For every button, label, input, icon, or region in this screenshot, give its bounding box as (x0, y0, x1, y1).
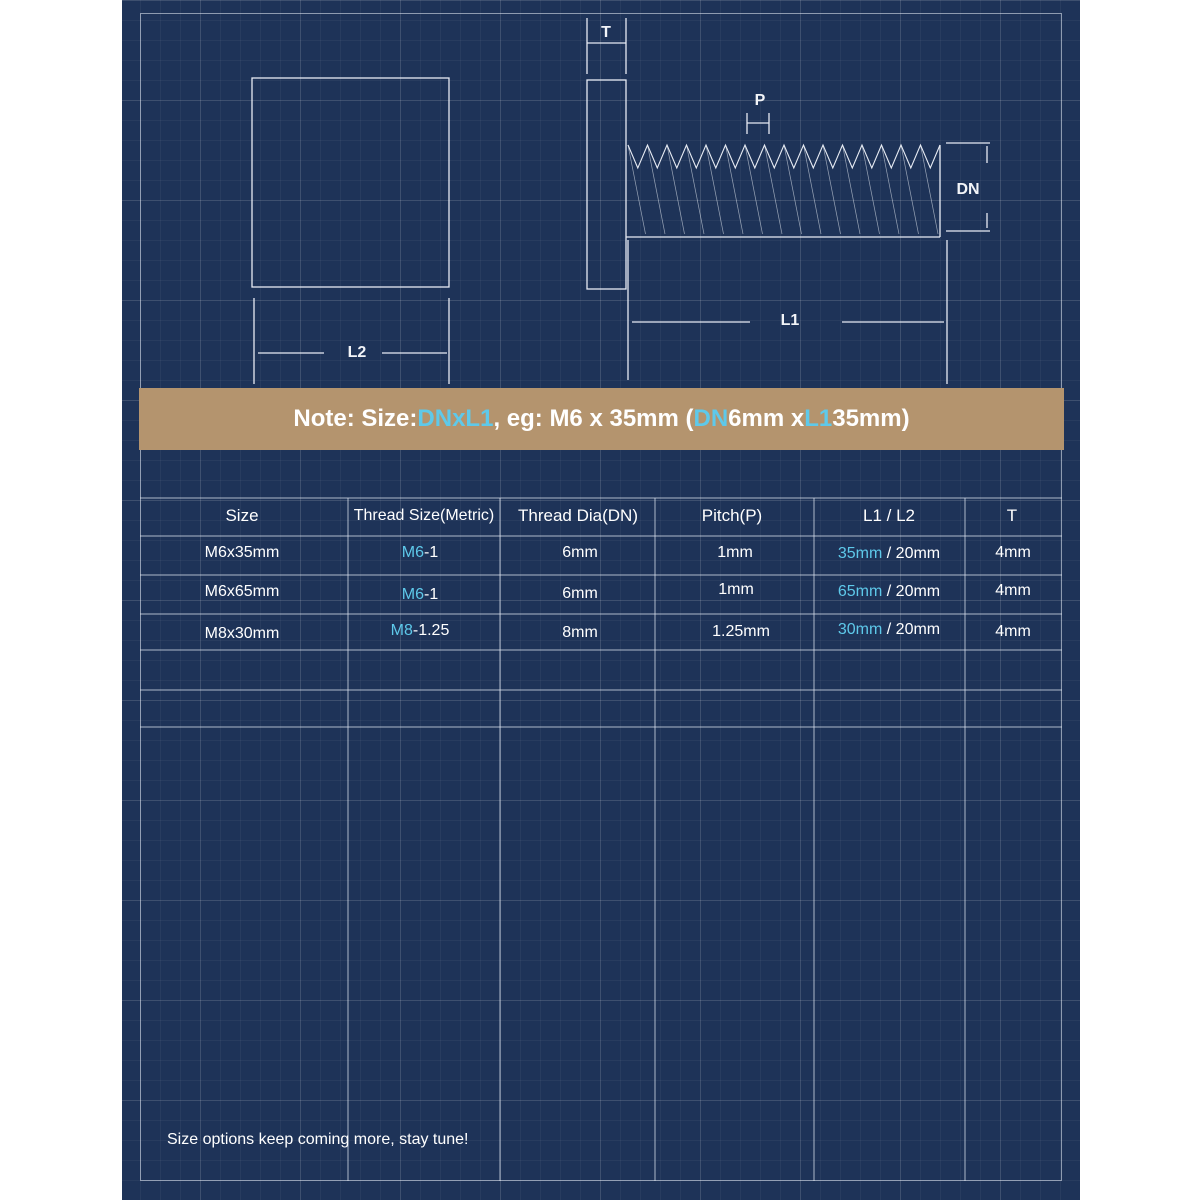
thread-crossing-lines (628, 145, 938, 234)
note-dn-2: DN (693, 405, 729, 432)
row-2-pitch: 1mm (718, 581, 754, 598)
row-3-thread-dia: 8mm (562, 624, 598, 641)
row-1-l1-l2: 35mm / 20mm (837, 545, 941, 562)
note-middle-2: 6mm x (728, 405, 805, 432)
row-2-l1-l2: 65mm / 20mm (837, 583, 941, 600)
header-thread-dia: Thread Dia(DN) (518, 506, 638, 525)
footer-note: Size options keep coming more, stay tune! (167, 1131, 469, 1148)
row-3-t: 4mm (995, 623, 1031, 640)
note-prefix: Note: Size: (293, 405, 418, 432)
size-note-banner (139, 388, 1064, 450)
washer-front-view (252, 78, 449, 287)
row-3-l1-l2: 30mm / 20mm (837, 621, 941, 638)
p-label: P (754, 92, 766, 109)
header-t: T (1006, 506, 1018, 525)
t-label: T (601, 24, 611, 41)
row-1-thread-dia: 6mm (562, 544, 598, 561)
header-size: Size (225, 506, 259, 525)
screw-head-side-view (587, 80, 626, 289)
thread-teeth (628, 145, 940, 168)
row-3-pitch: 1.25mm (712, 623, 770, 640)
note-middle: , eg: M6 x 35mm ( (493, 405, 694, 432)
row-2-thread-size: M6-1 (401, 586, 439, 603)
l2-label: L2 (347, 344, 367, 361)
note-l1-2: L1 (804, 405, 833, 432)
row-3-thread-size: M8-1.25 (390, 622, 450, 639)
note-suffix: 35mm) (832, 405, 910, 432)
header-l1-l2: L1 / L2 (863, 506, 915, 525)
row-1-t: 4mm (995, 544, 1031, 561)
row-2-thread-dia: 6mm (562, 585, 598, 602)
note-x: x (452, 405, 466, 432)
note-l1: L1 (465, 405, 494, 432)
row-2-size: M6x65mm (204, 583, 280, 600)
l1-label: L1 (780, 312, 800, 329)
row-1-pitch: 1mm (717, 544, 753, 561)
row-2-t: 4mm (995, 582, 1031, 599)
row-1-thread-size: M6-1 (401, 544, 439, 561)
note-dn: DN (417, 405, 453, 432)
row-1-size: M6x35mm (204, 544, 280, 561)
dn-label: DN (956, 181, 980, 198)
header-thread-size: Thread Size(Metric) (353, 507, 495, 524)
row-3-size: M8x30mm (204, 625, 280, 642)
header-pitch: Pitch(P) (701, 506, 763, 525)
